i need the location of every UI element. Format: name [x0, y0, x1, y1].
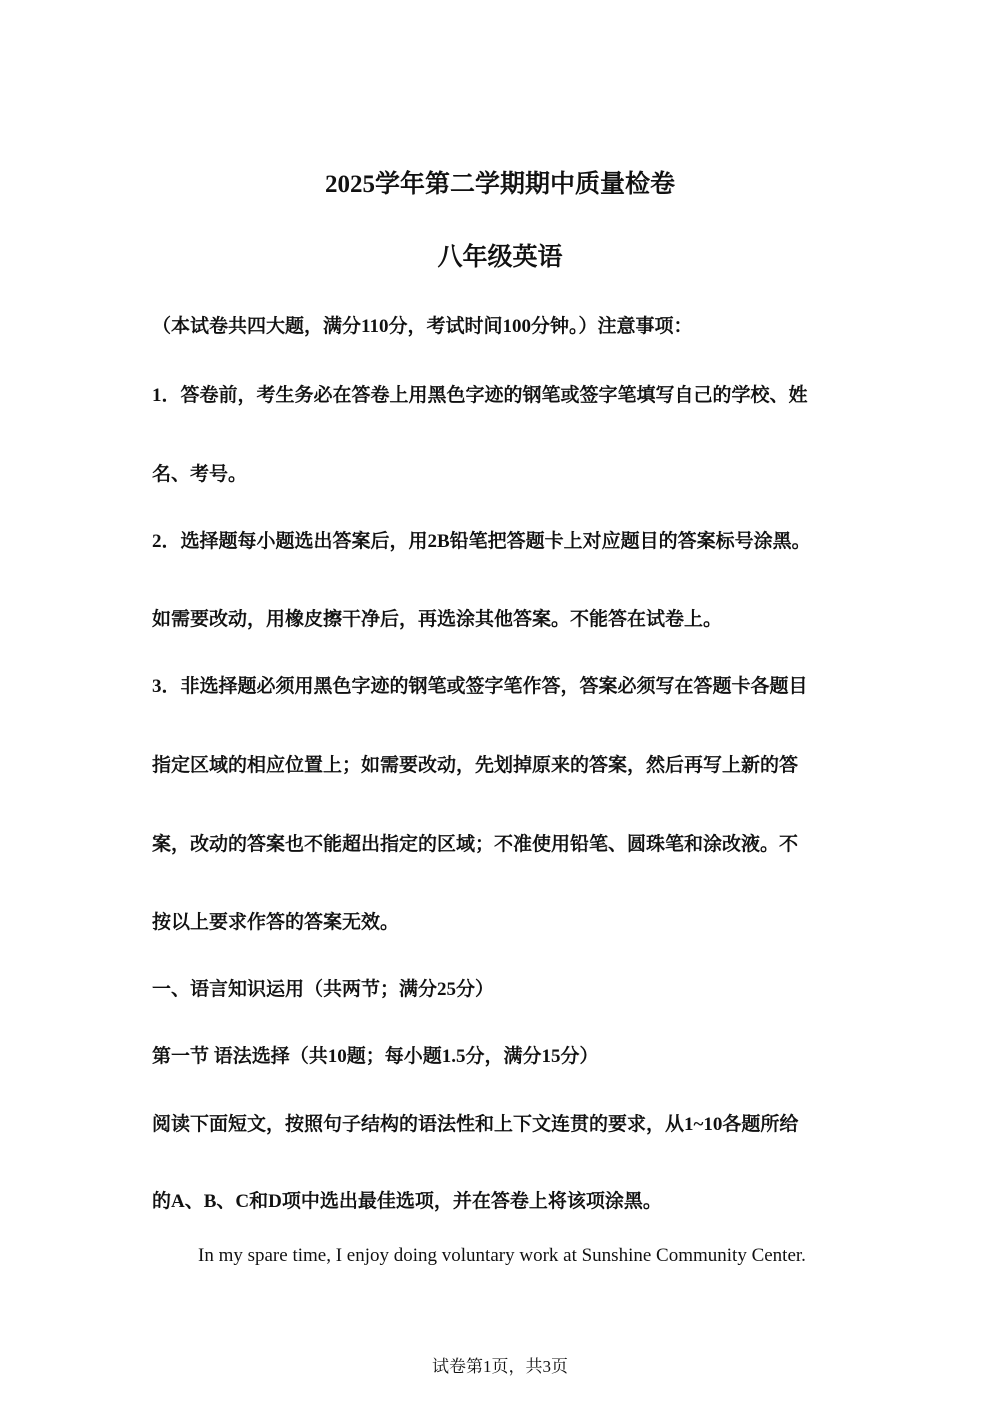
exam-intro-notes: （本试卷共四大题，满分110分，考试时间100分钟。）注意事项： — [152, 316, 693, 337]
instruction-line: 名、考号。 — [152, 464, 248, 485]
section-heading: 一、语言知识运用（共两节；满分25分） — [152, 979, 495, 1000]
instruction-line: 案，改动的答案也不能超出指定的区域；不准使用铅笔、圆珠笔和涂改液。不 — [152, 834, 799, 855]
instruction-line: 3．非选择题必须用黑色字迹的钢笔或签字笔作答，答案必须写在答题卡各题目 — [152, 676, 808, 697]
instruction-line: 2．选择题每小题选出答案后，用2B铅笔把答题卡上对应题目的答案标号涂黑。 — [152, 531, 811, 552]
exam-subject: 八年级英语 — [437, 244, 563, 271]
passage-text: In my spare time, I enjoy doing voluntary work at Sunshine Community Center. — [198, 1245, 806, 1266]
instruction-line: 1．答卷前，考生务必在答卷上用黑色字迹的钢笔或签字笔填写自己的学校、姓 — [152, 385, 808, 406]
directions-line: 的A、B、C和D项中选出最佳选项，并在答卷上将该项涂黑。 — [152, 1191, 662, 1212]
instruction-line: 如需要改动，用橡皮擦干净后，再选涂其他答案。不能答在试卷上。 — [152, 609, 723, 630]
part-heading: 第一节 语法选择（共10题；每小题1.5分，满分15分） — [152, 1046, 599, 1067]
page-footer: 试卷第1页，共3页 — [432, 1357, 568, 1376]
instruction-line: 指定区域的相应位置上；如需要改动，先划掉原来的答案，然后再写上新的答 — [152, 755, 799, 776]
instruction-line: 按以上要求作答的答案无效。 — [152, 912, 400, 933]
exam-title: 2025学年第二学期期中质量检卷 — [324, 171, 675, 198]
directions-line: 阅读下面短文，按照句子结构的语法性和上下文连贯的要求，从1~10各题所给 — [152, 1114, 799, 1135]
